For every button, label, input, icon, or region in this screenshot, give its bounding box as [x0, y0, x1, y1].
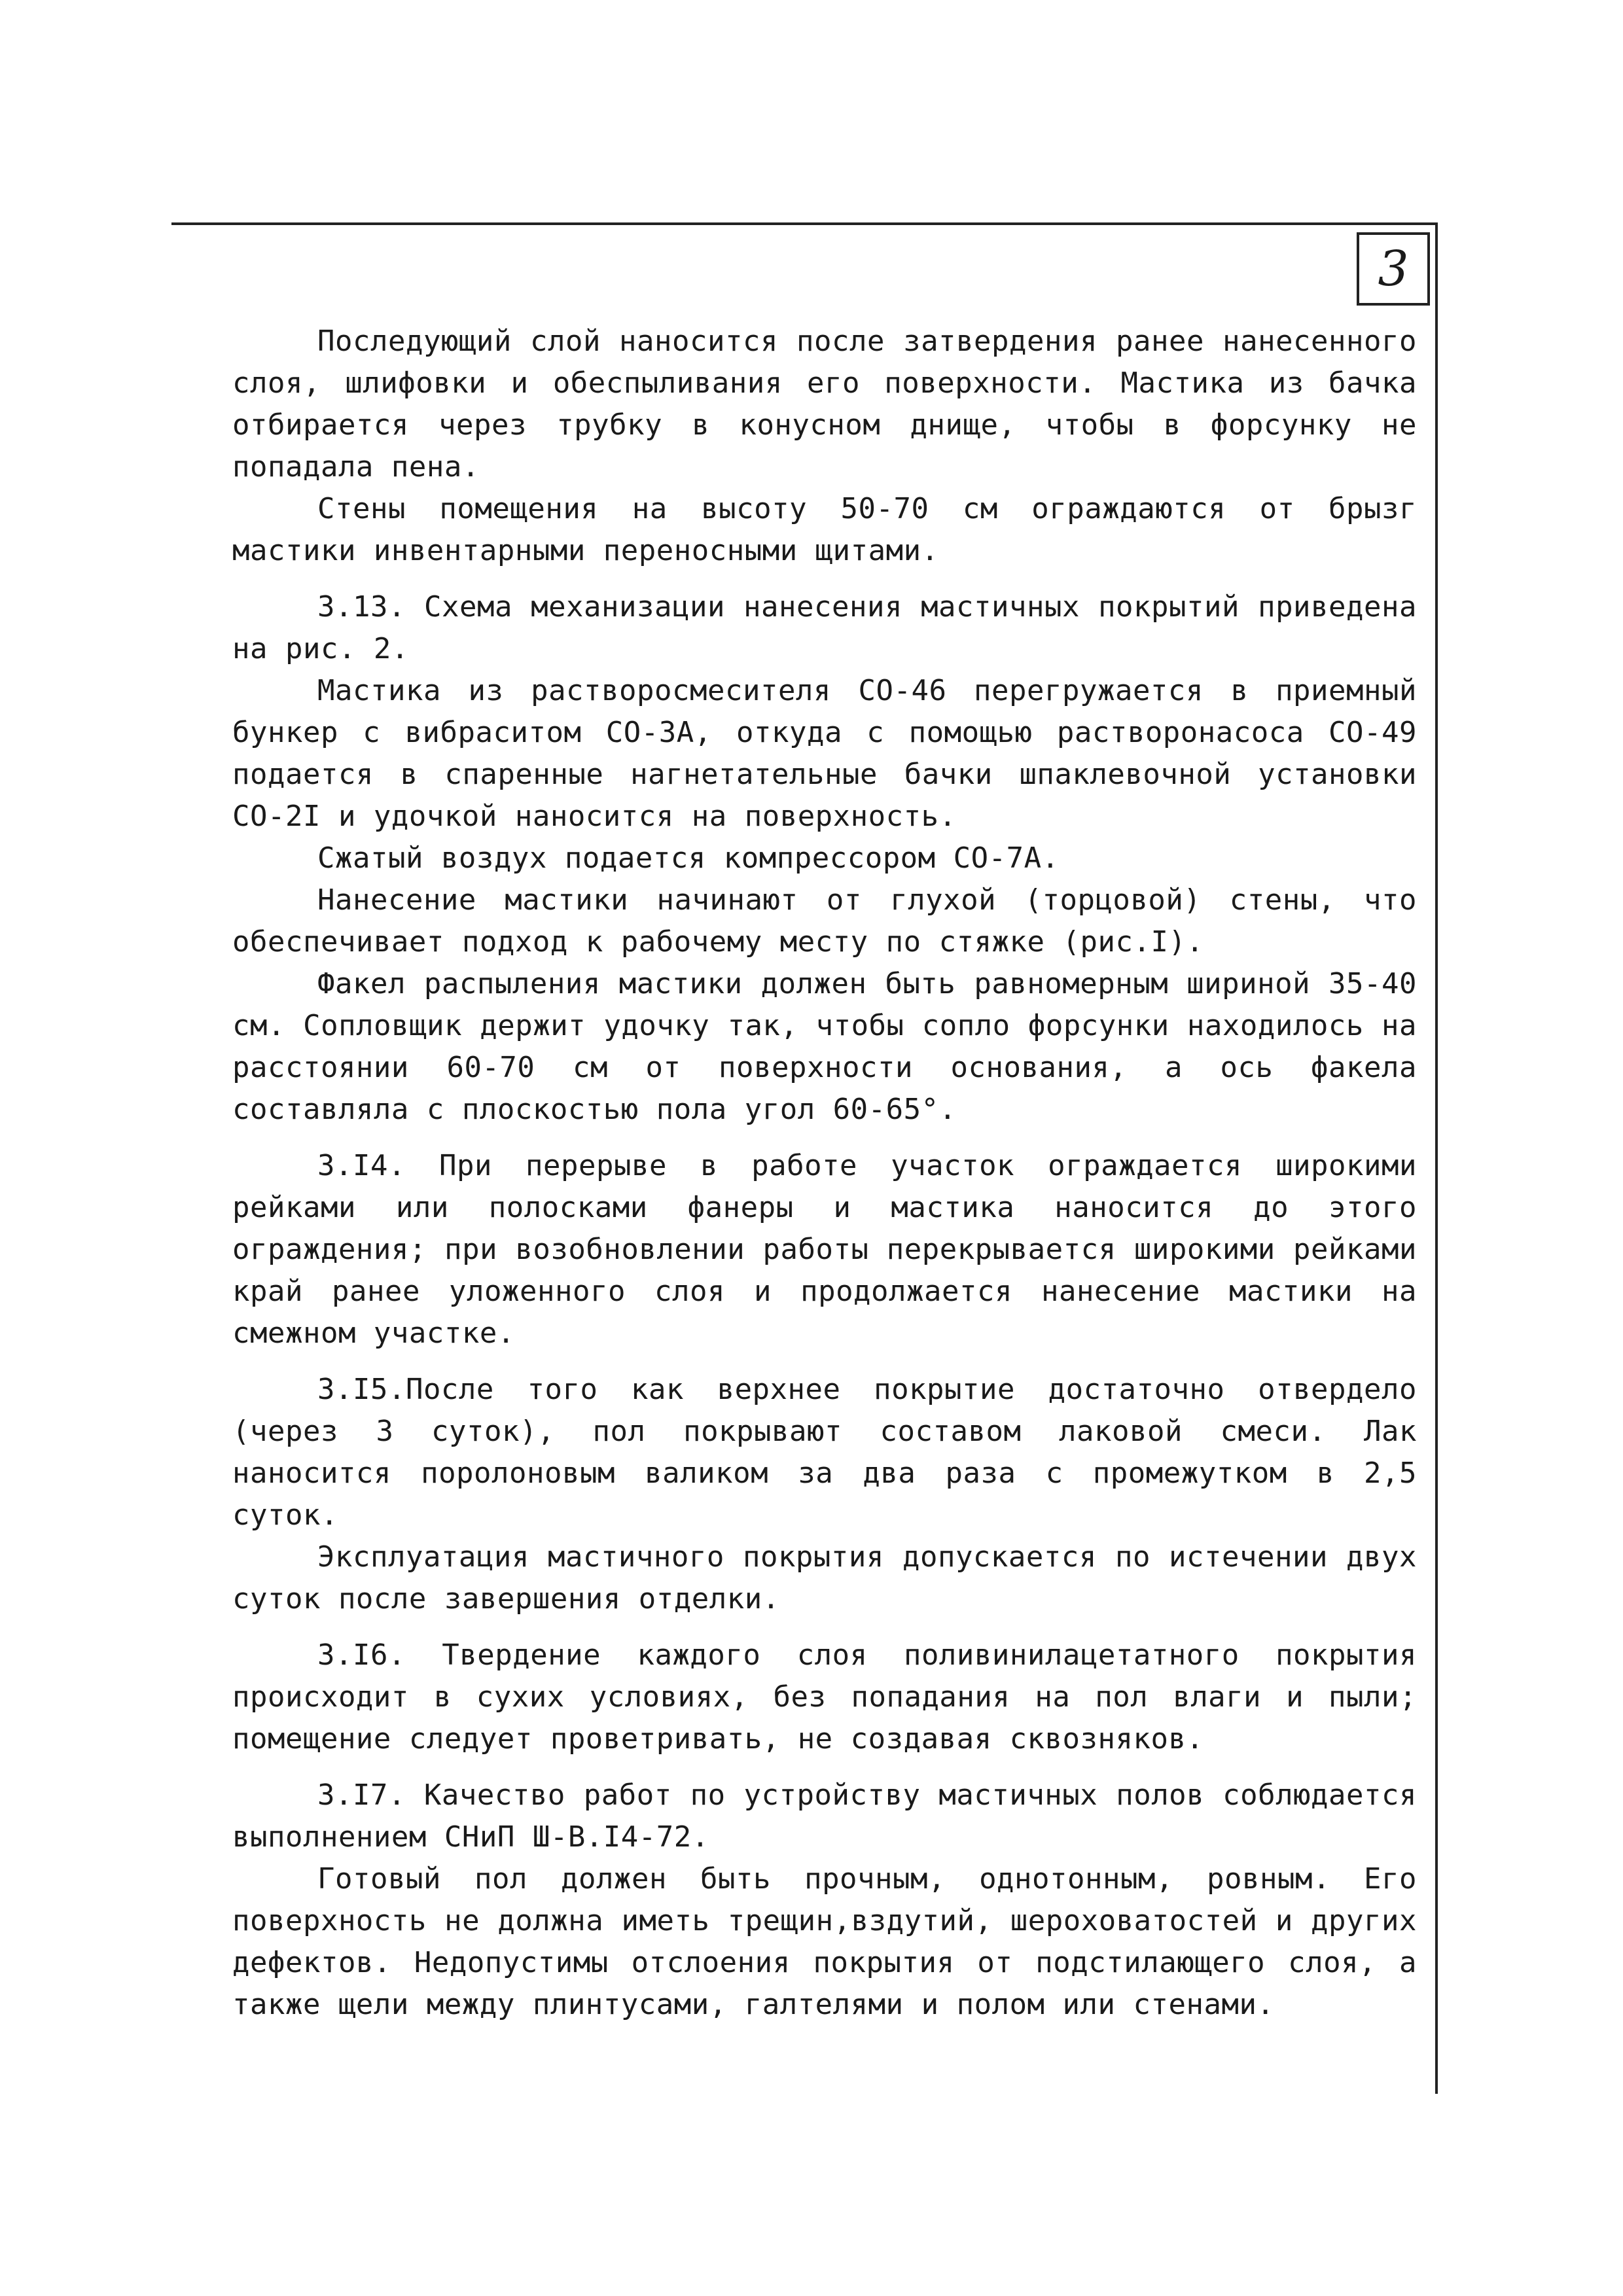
paragraph-3-13: 3.13. Схема механизации нанесения мастичных покрытий приведена на рис. 2.	[232, 590, 1417, 665]
frame-right-rule	[1435, 222, 1438, 2094]
paragraph-spray-torch: Факел распыления мастики должен быть равномерным шириной 35-40 см. Сопловщик держит удочку так, чтобы сопло форсунки находилось на расстоянии 60-70 см от поверхности основания, а ось факела составляла с плоскостью пола угол 60-65°.	[232, 967, 1417, 1126]
paragraph-mastic-flow: Мастика из растворосмесителя СО-46 перегружается в приемный бункер с вибраситом СО-3А, откуда с помощью растворонасоса СО-49 подается в спаренные нагнетательные бачки шпаклевочной установки СО-2I и удочкой наносится на поверхность.	[232, 674, 1417, 833]
paragraph-operation: Эксплуатация мастичного покрытия допускается по истечении двух суток после завершения отделки.	[232, 1540, 1417, 1616]
paragraph-finished-floor: Готовый пол должен быть прочным, однотонным, ровным. Его поверхность не должна иметь трещин,вздутий, шероховатостей и других дефектов. Недопустимы отслоения покрытия от подстилающего слоя, а также щели между плинтусами, галтелями и полом или стенами.	[232, 1862, 1417, 2021]
paragraph-3-15: 3.I5.После того как верхнее покрытие достаточно отвердело (через 3 суток), пол покрывают составом лаковой смеси. Лак наносится поролоновым валиком за два раза с промежутком в 2,5 суток.	[232, 1373, 1417, 1532]
paragraph-compressed-air: Сжатый воздух подается компрессором СО-7А.	[317, 841, 1060, 875]
frame-top-rule	[171, 222, 1438, 225]
paragraph-next-layer: Последующий слой наносится после затвердения ранее нанесенного слоя, шлифовки и обеспыливания его поверхности. Мастика из бачка отбирается через трубку в конусном днище, чтобы в форсунку не попадала пена.	[232, 325, 1417, 484]
page-number: 3	[1357, 232, 1430, 306]
paragraph-3-14: 3.I4. При перерыве в работе участок ограждается широкими рейками или полосками фанеры и мастика наносится до этого ограждения; при возобновлении работы перекрывается широкими рейками край ранее уложенного слоя и продолжается нанесение мастики на смежном участке.	[232, 1149, 1417, 1350]
paragraph-wall-shields: Стены помещения на высоту 50-70 см ограждаются от брызг мастики инвентарными переносными щитами.	[232, 492, 1417, 567]
document-body	[232, 321, 1417, 2026]
paragraph-application-start: Нанесение мастики начинают от глухой (торцовой) стены, что обеспечивает подход к рабочему месту по стяжке (рис.I).	[232, 883, 1417, 959]
paragraph-3-16: 3.I6. Твердение каждого слоя поливинилацетатного покрытия происходит в сухих условиях, без попадания на пол влаги и пыли; помещение следует проветривать, не создавая сквозняков.	[232, 1638, 1417, 1756]
paragraph-3-17: 3.I7. Качество работ по устройству мастичных полов соблюдается выполнением СНиП Ш-В.I4-72.	[232, 1778, 1417, 1854]
